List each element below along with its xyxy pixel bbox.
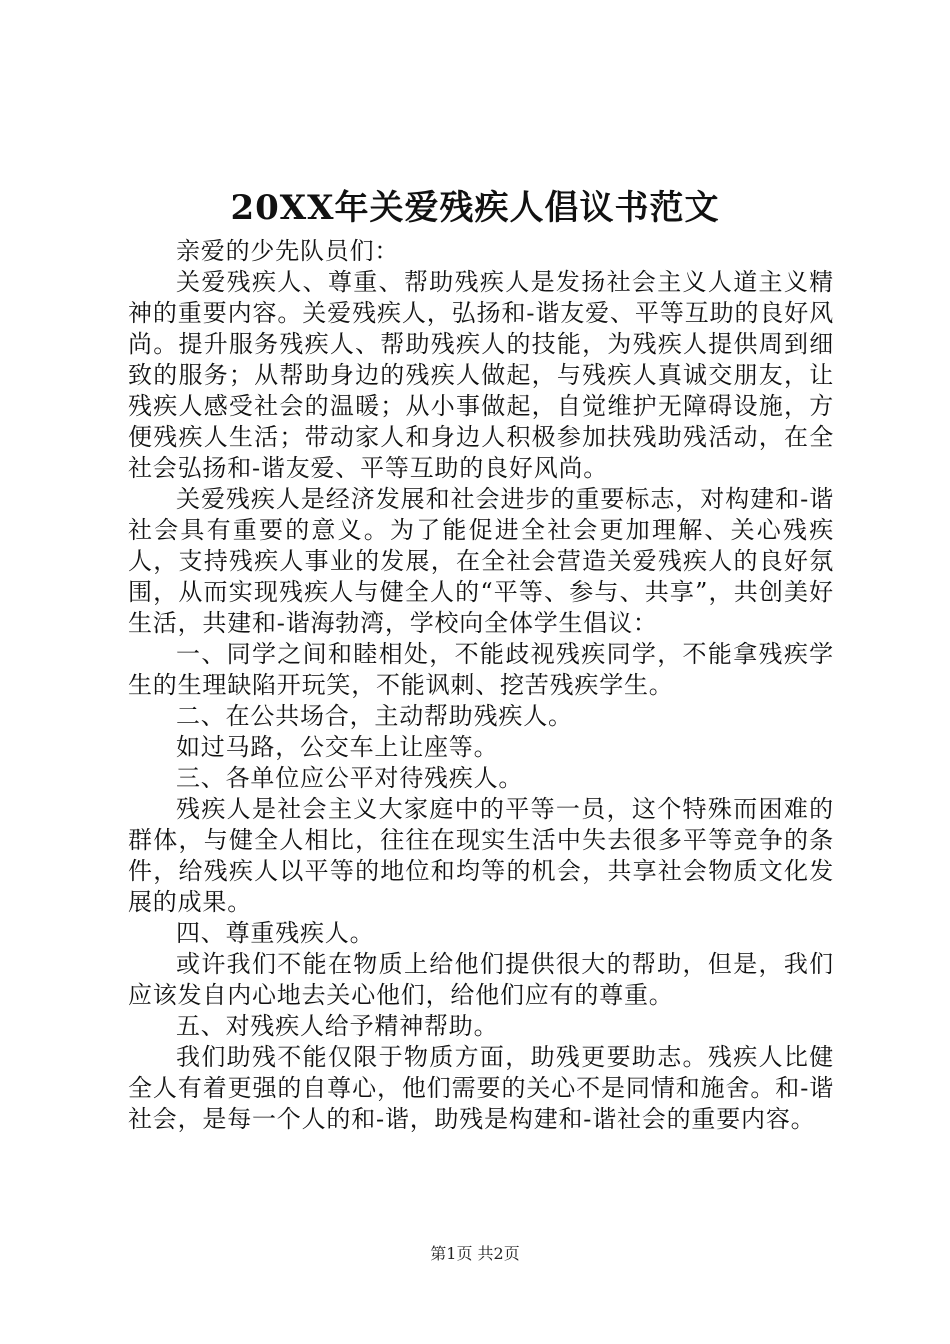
proposal-item: 三、各单位应公平对待残疾人。: [176, 764, 524, 792]
paragraph: 我们助残不能仅限于物质方面，助残更要助志。残疾人比健全人有着更强的自尊心，他们需要的关心不是同情和施舍。和-谐社会，是每一个人的和-谐，助残是构建和-谐社会的重要内容。: [128, 1043, 834, 1133]
paragraph: 如过马路，公交车上让座等。: [176, 733, 499, 761]
paragraph: 关爱残疾人、尊重、帮助残疾人是发扬社会主义人道主义精神的重要内容。关爱残疾人，弘扬和-谐友爱、平等互助的良好风尚。提升服务残疾人、帮助残疾人的技能，为残疾人提供周到细致的服务；从帮助身边的残疾人做起，与残疾人真诚交朋友，让残疾人感受社会的温暖；从小事做起，自觉维护无障碍设施，方便残疾人生活；带动家人和身边人积极参加扶残助残活动，在全社会弘扬和-谐友爱、平等互助的良好风尚。: [128, 268, 834, 482]
proposal-item: 二、在公共场合，主动帮助残疾人。: [176, 702, 573, 730]
proposal-item: 五、对残疾人给予精神帮助。: [176, 1012, 499, 1040]
paragraph: 残疾人是社会主义大家庭中的平等一员，这个特殊而困难的群体，与健全人相比，往往在现实生活中失去很多平等竞争的条件，给残疾人以平等的地位和均等的机会，共享社会物质文化发展的成果。: [128, 795, 834, 916]
document-body: [128, 236, 834, 1135]
page-footer: 第1页 共2页: [430, 1244, 520, 1263]
paragraph: 或许我们不能在物质上给他们提供很大的帮助，但是，我们应该发自内心地去关心他们，给他们应有的尊重。: [128, 950, 834, 1009]
paragraph: 关爱残疾人是经济发展和社会进步的重要标志，对构建和-谐社会具有重要的意义。为了能促进全社会更加理解、关心残疾人，支持残疾人事业的发展，在全社会营造关爱残疾人的良好氛围，从而实现残疾人与健全人的“平等、参与、共享”，共创美好生活，共建和-谐海勃湾，学校向全体学生倡议：: [128, 485, 834, 637]
proposal-item: 一、同学之间和睦相处，不能歧视残疾同学，不能拿残疾学生的生理缺陷开玩笑，不能讽刺、挖苦残疾学生。: [128, 640, 834, 699]
proposal-item: 四、尊重残疾人。: [176, 919, 375, 947]
document-title: 20XX年关爱残疾人倡议书范文: [230, 188, 720, 228]
salutation: 亲爱的少先队员们：: [176, 237, 400, 265]
